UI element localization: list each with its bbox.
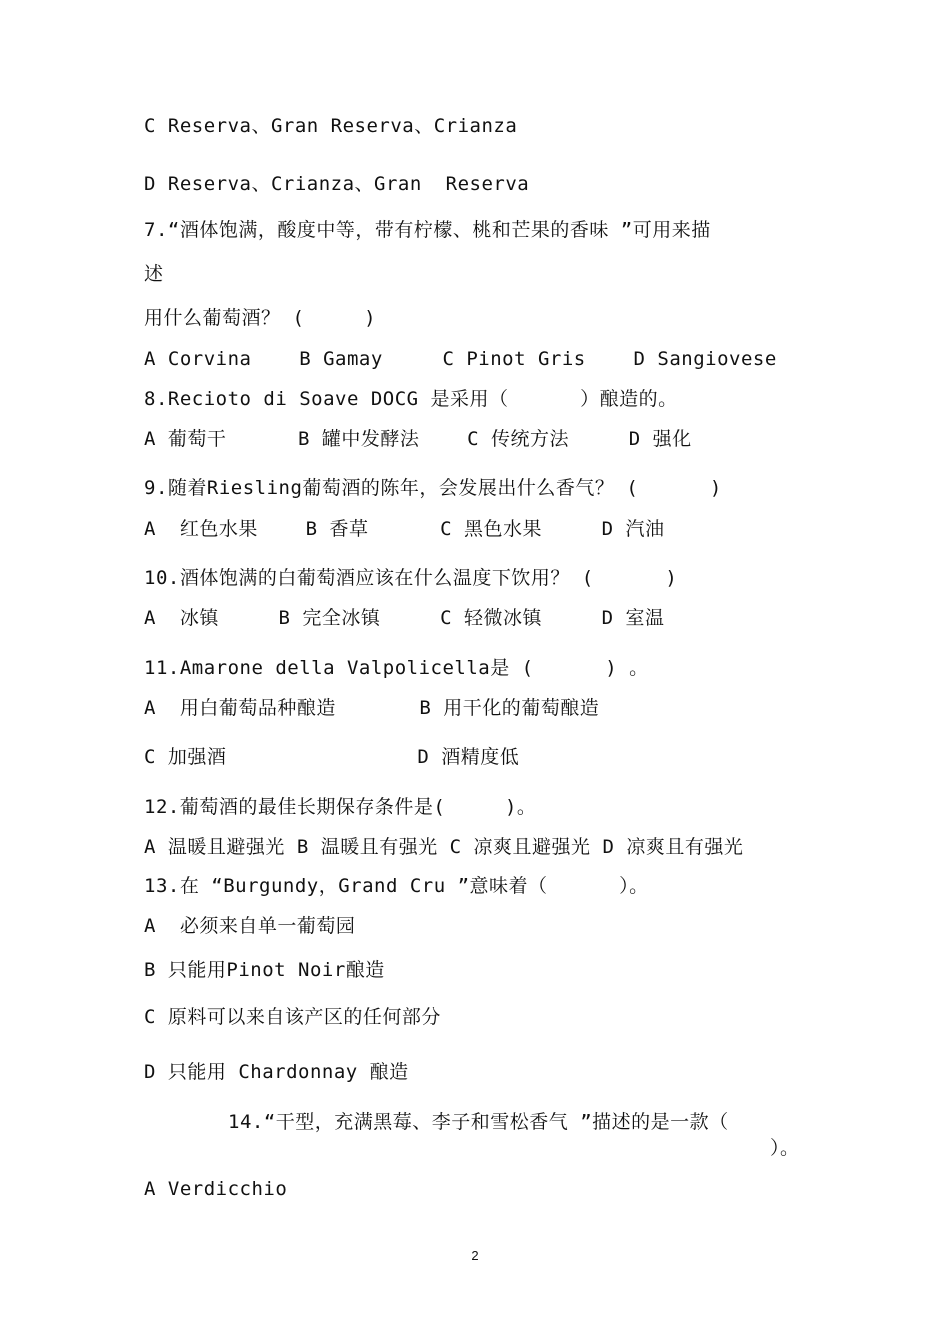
question-10: 10.酒体饱满的白葡萄酒应该在什么温度下饮用？ ( ) — [144, 567, 678, 589]
question-11: 11.Amarone della Valpolicella是 ( ) 。 — [144, 657, 649, 679]
page-number: 2 — [471, 1248, 479, 1263]
question-13-option-a: A 必须来自单一葡萄园 — [144, 915, 356, 937]
question-10-options: A 冰镇 B 完全冰镇 C 轻微冰镇 D 室温 — [144, 607, 665, 629]
question-7-options: A Corvina B Gamay C Pinot Gris D Sangiovese — [144, 348, 777, 370]
question-14: 14.“干型，充满黑莓、李子和雪松香气 ”描述的是一款（ — [228, 1111, 729, 1133]
question-13: 13.在 “Burgundy，Grand Cru ”意味着（ ）。 — [144, 875, 649, 897]
question-11-options-ab: A 用白葡萄品种酿造 B 用干化的葡萄酿造 — [144, 697, 600, 719]
question-11-options-cd: C 加强酒 D 酒精度低 — [144, 746, 520, 768]
question-9: 9.随着Riesling葡萄酒的陈年，会发展出什么香气？ ( ) — [144, 477, 722, 499]
question-12: 12.葡萄酒的最佳长期保存条件是( )。 — [144, 796, 537, 818]
question-14-continued: ）。 — [770, 1137, 800, 1159]
question-8: 8.Recioto di Soave DOCG 是采用（ ）酿造的。 — [144, 388, 678, 410]
option-line: D Reserva、Crianza、Gran Reserva — [144, 173, 530, 195]
question-13-option-c: C 原料可以来自该产区的任何部分 — [144, 1006, 441, 1028]
question-9-options: A 红色水果 B 香草 C 黑色水果 D 汽油 — [144, 518, 665, 540]
question-12-options: A 温暖且避强光 B 温暖且有强光 C 凉爽且避强光 D 凉爽且有强光 — [144, 836, 744, 858]
question-13-option-d: D 只能用 Chardonnay 酿造 — [144, 1061, 409, 1083]
question-7-continued: 述 — [144, 263, 164, 285]
question-7: 7.“酒体饱满，酸度中等，带有柠檬、桃和芒果的香味 ”可用来描 — [144, 219, 711, 241]
option-line: C Reserva、Gran Reserva、Crianza — [144, 115, 518, 137]
question-8-options: A 葡萄干 B 罐中发酵法 C 传统方法 D 强化 — [144, 428, 692, 450]
question-14-option-a: A Verdicchio — [144, 1178, 288, 1200]
question-7-continued: 用什么葡萄酒？ ( ) — [144, 307, 377, 329]
question-13-option-b: B 只能用Pinot Noir酿造 — [144, 959, 385, 981]
